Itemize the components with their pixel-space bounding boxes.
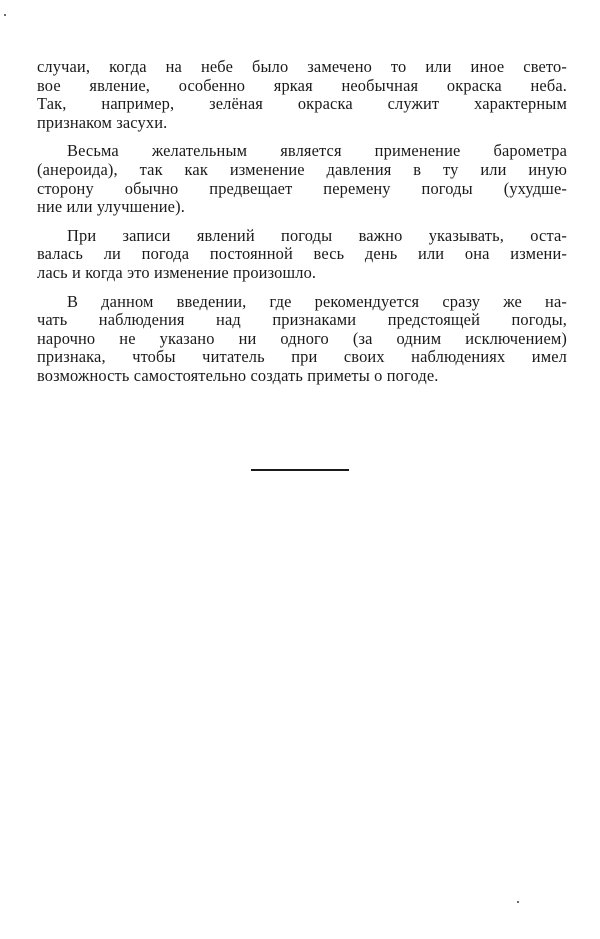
text-line: В данном введении, где рекомендуется сразу же на- bbox=[67, 291, 567, 311]
section-divider bbox=[251, 469, 349, 471]
scan-speck bbox=[517, 901, 519, 903]
paragraph-4 bbox=[37, 293, 567, 386]
text-line: возможность самостоятельно создать приметы о погоде. bbox=[37, 365, 439, 385]
text-line: валась ли погода постоянной весь день или она измени- bbox=[37, 244, 567, 264]
text-line: нарочно не указано ни одного (за одним исключением) bbox=[37, 328, 567, 348]
text-line: чать наблюдения над признаками предстоящей погоды, bbox=[37, 310, 567, 330]
text-line: Весьма желательным является применение барометра bbox=[67, 141, 567, 161]
text-line: сторону обычно предвещает перемену погоды (ухудше- bbox=[37, 178, 567, 198]
text-line: Так, например, зелёная окраска служит характерным bbox=[37, 94, 567, 114]
text-line: ние или улучшение). bbox=[37, 197, 185, 217]
body-text bbox=[37, 58, 567, 396]
text-line: признака, чтобы читатель при своих наблюдениях имел bbox=[37, 347, 567, 367]
text-line: (анероида), так как изменение давления в ту или иную bbox=[37, 159, 567, 179]
paragraph-1 bbox=[37, 58, 567, 132]
text-line: случаи, когда на небе было замечено то или иное свето- bbox=[37, 57, 567, 76]
text-line: лась и когда это изменение произошло. bbox=[37, 262, 317, 282]
text-line: вое явление, особенно яркая необычная окраска неба. bbox=[37, 75, 567, 95]
paragraph-3 bbox=[37, 227, 567, 283]
paragraph-2 bbox=[37, 142, 567, 216]
text-line: При записи явлений погоды важно указывать, оста- bbox=[67, 225, 567, 245]
text-line: признаком засухи. bbox=[37, 112, 168, 132]
scan-speck bbox=[4, 14, 6, 16]
